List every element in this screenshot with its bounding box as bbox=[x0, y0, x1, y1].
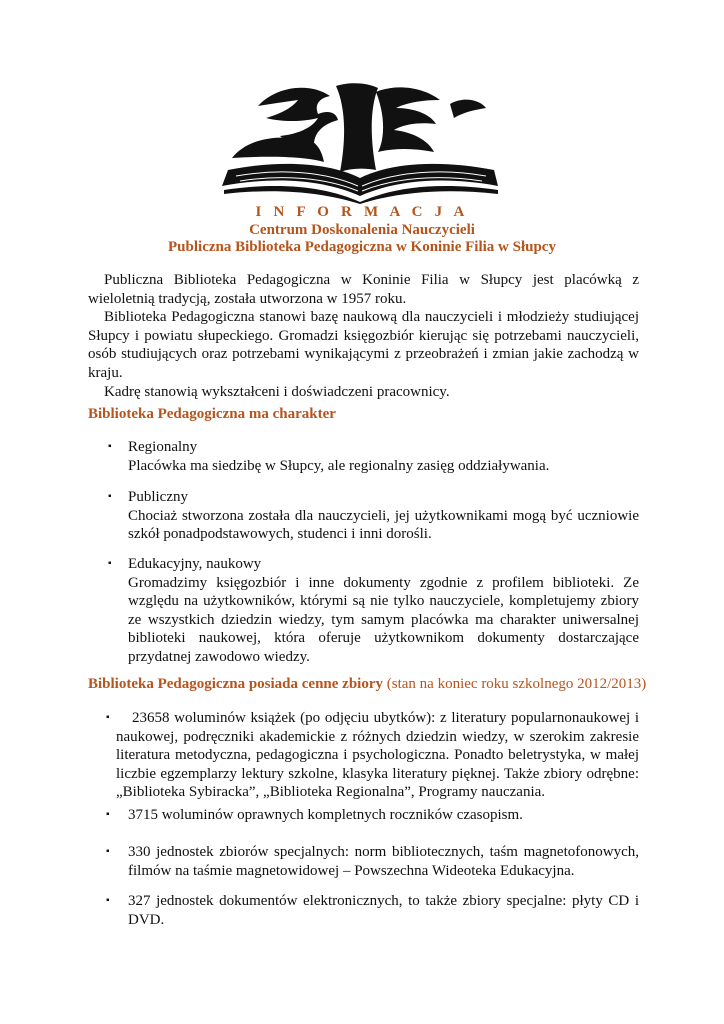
zbiory-note: (stan na koniec roku szkolnego 2012/2013) bbox=[386, 676, 647, 692]
charakter-desc: Gromadzimy księgozbiór i inne dokumenty zgodnie z profilem biblioteki. Ze względu na użytkowników, którymi są nie tylko nauczyciele, kompletujemy zbiory ze wszystkich dziedzin wiedzy, tym samym placówka ma charakter uniwersalnej biblioteki naukowej, która oferuje użytkownikom dokumenty dostarczające przydatnej zawodowo wiedzy. bbox=[128, 574, 639, 665]
zbiory-text: 23658 woluminów książek (po odjęciu ubytków): z literatury popularnonaukowej i naukowej, podręczniki akademickie z różnych dziedzin wiedzy, w szerokim zakresie literatura metodyczna, pedagogiczna i psychologiczna. Ponadto beletrystyka, w małej liczbie egzemplarzy lektury szkolne, klasyka literatury pięknej. Także zbiory odrębne: „Biblioteka Sybiracka”, „Biblioteka Regionalna”, Programy nauczania. bbox=[116, 710, 639, 801]
zbiory-item-specjalne bbox=[88, 843, 639, 880]
title-centrum: Centrum Doskonalenia Nauczycieli bbox=[249, 222, 475, 238]
charakter-item-regionalny bbox=[88, 438, 639, 475]
zbiory-item-czasopisma bbox=[88, 806, 639, 825]
title-informacja: I N F O R M A C J A bbox=[255, 204, 469, 220]
heading-charakter: Biblioteka Pedagogiczna ma charakter bbox=[88, 406, 336, 422]
bullet-icon: ▪ bbox=[106, 846, 110, 857]
zbiory-item-ksiazki bbox=[88, 709, 639, 802]
charakter-label: Edukacyjny, naukowy bbox=[128, 556, 262, 572]
intro-paragraph-2: Biblioteka Pedagogiczna stanowi bazę naukową dla nauczycieli i młodzieży studiującej Słupcy i powiatu słupeckiego. Gromadzi księgozbiór kierując się potrzebami nauczycieli, osób studiujących oraz potrzebami wynikającymi z przeobrażeń i zmian jakie zachodzą w kraju. bbox=[88, 309, 639, 381]
intro-paragraph-3: Kadrę stanowią wykształceni i doświadczeni pracownicy. bbox=[104, 383, 450, 400]
bullet-icon: ▪ bbox=[106, 809, 110, 820]
intro-section bbox=[88, 271, 639, 401]
charakter-desc: Chociaż stworzona została dla nauczycieli, jej użytkownikami mogą być uczniowie szkół ponadpodstawowych, studenci i inni dorośli. bbox=[128, 507, 639, 543]
title-biblioteka: Publiczna Biblioteka Pedagogiczna w Koninie Filia w Słupcy bbox=[168, 239, 556, 255]
library-logo bbox=[218, 78, 502, 204]
zbiory-item-elektroniczne bbox=[88, 892, 639, 929]
intro-paragraph-1: Publiczna Biblioteka Pedagogiczna w Koninie Filia w Słupcy jest placówką z wieloletnią tradycją, została utworzona w 1957 roku. bbox=[88, 272, 639, 307]
bullet-icon: ▪ bbox=[106, 895, 110, 906]
zbiory-text: 327 jednostek dokumentów elektronicznych, to także zbiory specjalne: płyty CD i DVD. bbox=[128, 893, 639, 928]
charakter-desc: Placówka ma siedzibę w Słupcy, ale regionalny zasięg oddziaływania. bbox=[128, 457, 550, 474]
bullet-icon: ▪ bbox=[108, 441, 112, 452]
charakter-label: Publiczny bbox=[128, 489, 188, 505]
charakter-label: Regionalny bbox=[128, 439, 198, 455]
charakter-item-edukacyjny bbox=[88, 555, 639, 667]
heading-zbiory bbox=[88, 676, 646, 693]
zbiory-text: 330 jednostek zbiorów specjalnych: norm bibliotecznych, taśm magnetofonowych, filmów na taśmie magnetowidowej – Powszechna Wideoteka Edukacyjna. bbox=[128, 844, 639, 879]
bullet-icon: ▪ bbox=[106, 712, 110, 723]
zbiory-text: 3715 woluminów oprawnych kompletnych roczników czasopism. bbox=[128, 807, 523, 823]
zbiory-heading-text: Biblioteka Pedagogiczna posiada cenne zbiory bbox=[88, 676, 384, 692]
charakter-item-publiczny bbox=[88, 488, 639, 544]
bullet-icon: ▪ bbox=[108, 491, 112, 502]
bullet-icon: ▪ bbox=[108, 558, 112, 569]
